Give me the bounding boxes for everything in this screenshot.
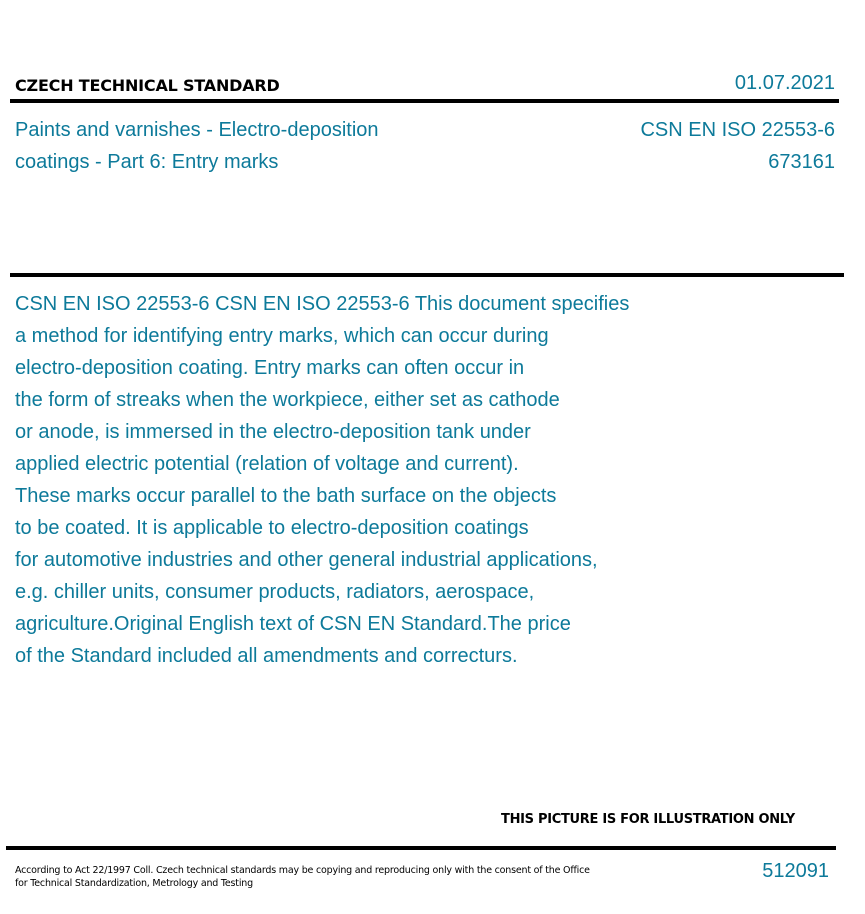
header-title: CZECH TECHNICAL STANDARD xyxy=(15,76,280,95)
standard-identifiers xyxy=(640,114,835,178)
footer-divider xyxy=(6,846,836,850)
header-date: 01.07.2021 xyxy=(734,72,835,94)
abstract-text: CSN EN ISO 22553-6 CSN EN ISO 22553-6 This document specifies a method for identifying entry marks, which can occur during electro-deposition coating. Entry marks can often occur in the form of streaks when the workpiece, either set as cathode or anode, is immersed in the electro-deposition tank under applied electric potential (relation of voltage and current). These marks occur parallel to the bath surface on the objects to be coated. It is applicable to electro-deposition coatings for automotive industries and other general industrial applications, e.g. chiller units, consumer products, radiators, aerospace, agriculture.Original English text of CSN EN Standard.The price of the Standard included all amendments and correcturs. xyxy=(15,293,630,667)
standard-number: CSN EN ISO 22553-6 xyxy=(640,119,835,141)
document-title-line-2: coatings - Part 6: Entry marks xyxy=(15,151,279,173)
section-divider xyxy=(10,273,844,277)
footer-code: 512091 xyxy=(762,860,829,882)
illustration-notice: THIS PICTURE IS FOR ILLUSTRATION ONLY xyxy=(501,812,795,827)
document-title xyxy=(15,114,379,178)
class-code: 673161 xyxy=(768,151,835,173)
footer-legal-note: According to Act 22/1997 Coll. Czech technical standards may be copying and reproducing only with the consent of the Office for Technical Standardization, Metrology and Testing xyxy=(15,865,590,889)
document-title-line-1: Paints and varnishes - Electro-deposition xyxy=(15,119,379,141)
header-divider xyxy=(10,99,839,103)
